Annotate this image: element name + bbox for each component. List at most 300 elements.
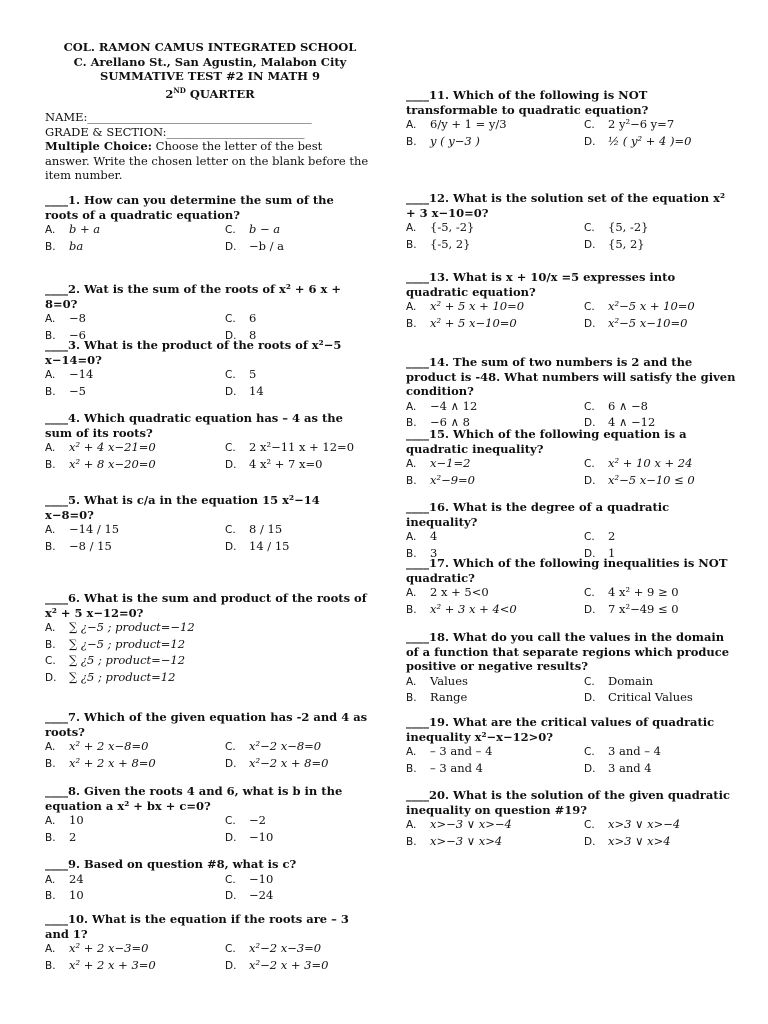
- option-letter: A.: [45, 524, 56, 536]
- option-letter: C.: [225, 369, 236, 381]
- option-c: [225, 522, 370, 539]
- option-c: [225, 440, 370, 457]
- option-letter: A.: [45, 224, 56, 236]
- option-letter: C.: [225, 815, 236, 827]
- option-c: [225, 872, 370, 889]
- option-value: −8: [69, 311, 86, 325]
- option-letter: C.: [225, 741, 236, 753]
- option-value: x>−3 ∨ x>−4: [430, 817, 512, 831]
- option-value: ba: [69, 238, 84, 253]
- option-letter: D.: [225, 458, 237, 471]
- option-b: [406, 237, 584, 254]
- option-letter: C.: [584, 458, 595, 470]
- option-value: 2: [608, 529, 616, 543]
- option-value: 2: [69, 829, 77, 844]
- option-letter: C.: [584, 587, 595, 599]
- option-letter: C.: [225, 524, 236, 536]
- option-letter: B.: [406, 547, 417, 560]
- option-a: [406, 585, 584, 602]
- question-stem: ____5. What is c/a in the equation 15 x²−14 x−8=0?: [45, 493, 320, 522]
- option-d: [584, 834, 734, 851]
- option-letter: A.: [45, 442, 56, 454]
- option-value: x² + 5 x + 10=0: [430, 299, 525, 313]
- option-c: [225, 739, 370, 756]
- option-c: [584, 674, 734, 691]
- option-a: [406, 456, 584, 473]
- option-letter: D.: [584, 474, 596, 487]
- option-value: 1: [608, 545, 616, 560]
- question-13: [406, 270, 736, 332]
- option-letter: A.: [406, 119, 417, 131]
- option-a: [45, 872, 225, 889]
- option-value: x²−2 x + 8=0: [249, 755, 329, 770]
- option-letter: D.: [225, 831, 237, 844]
- option-value: {5, 2}: [608, 236, 645, 251]
- option-value: 10: [69, 888, 84, 902]
- option-value: −14 / 15: [69, 522, 120, 536]
- option-letter: B.: [406, 762, 417, 775]
- option-a: [45, 367, 225, 384]
- option-d: [225, 958, 370, 975]
- question-stem: ____3. What is the product of the roots of x²−5 x−14=0?: [45, 338, 342, 367]
- option-value: −4 ∧ 12: [430, 398, 478, 413]
- option-value: – 3 and – 4: [430, 744, 493, 758]
- question-20: [406, 788, 736, 850]
- option-a: [406, 399, 584, 416]
- option-value: −5: [69, 383, 86, 398]
- answer-options: [406, 220, 736, 253]
- option-letter: C.: [45, 655, 56, 667]
- option-b: [45, 830, 225, 847]
- option-value: 5: [249, 367, 257, 381]
- option-c: [584, 529, 734, 546]
- option-letter: A.: [406, 675, 417, 688]
- option-d: [584, 690, 734, 707]
- option-d: [225, 539, 370, 556]
- option-letter: D.: [584, 762, 596, 775]
- option-a: [45, 941, 225, 958]
- option-d: [45, 670, 370, 687]
- option-value: x² + 5 x−10=0: [430, 315, 517, 330]
- option-value: x>3 ∨ x>4: [608, 833, 671, 848]
- option-letter: A.: [45, 741, 56, 753]
- option-letter: B.: [45, 890, 56, 902]
- name-field: NAME:_______________________________________: [45, 110, 312, 124]
- option-value: 3 and 4: [608, 760, 652, 775]
- option-letter: D.: [225, 385, 237, 398]
- question-11: [406, 88, 736, 150]
- option-c: [225, 941, 370, 958]
- option-c: [584, 220, 734, 237]
- option-letter: A.: [406, 587, 417, 599]
- option-letter: A.: [406, 531, 417, 543]
- option-a: [45, 440, 225, 457]
- question-3: [45, 338, 370, 400]
- question-stem: ____2. Wat is the sum of the roots of x² + 6 x + 8=0?: [45, 282, 342, 311]
- option-c: [584, 456, 734, 473]
- option-letter: D.: [225, 757, 237, 770]
- option-letter: A.: [45, 943, 56, 955]
- question-stem: ____9. Based on question #8, what is c?: [45, 857, 297, 871]
- question-stem: ____8. Given the roots 4 and 6, what is b in the equation a x² + bx + c=0?: [45, 784, 343, 813]
- option-letter: C.: [584, 119, 595, 131]
- option-value: {5, -2}: [608, 220, 649, 234]
- option-value: x² + 8 x−20=0: [69, 456, 156, 471]
- option-value: −24: [249, 888, 274, 902]
- option-c: [225, 813, 370, 830]
- option-value: −6: [69, 327, 86, 342]
- option-letter: C.: [584, 222, 595, 234]
- option-letter: B.: [406, 835, 417, 848]
- option-a: [406, 220, 584, 237]
- question-18: [406, 630, 736, 707]
- question-14: [406, 355, 736, 432]
- option-b: [45, 384, 225, 401]
- option-b: [406, 761, 584, 778]
- option-b: [45, 958, 225, 975]
- option-value: x>−3 ∨ x>4: [430, 833, 503, 848]
- option-value: 6 ∧ −8: [608, 398, 648, 413]
- option-letter: C.: [584, 301, 595, 313]
- option-letter: C.: [584, 819, 595, 831]
- option-b: [406, 834, 584, 851]
- answer-options: [45, 222, 370, 255]
- option-letter: A.: [45, 873, 56, 886]
- option-d: [225, 830, 370, 847]
- option-value: x² + 2 x + 3=0: [69, 957, 156, 972]
- option-value: 2 x²−11 x + 12=0: [249, 440, 355, 454]
- option-d: [584, 761, 734, 778]
- option-letter: A.: [45, 815, 56, 827]
- option-value: b − a: [249, 222, 281, 236]
- option-letter: B.: [406, 692, 417, 704]
- answer-options: [45, 813, 370, 846]
- option-d: [584, 134, 734, 151]
- option-d: [225, 384, 370, 401]
- option-value: ∑ ¿−5 ; product=−12: [69, 620, 195, 634]
- option-value: ∑ ¿−5 ; product=12: [69, 636, 186, 651]
- option-letter: D.: [225, 240, 237, 253]
- grade-section-field: GRADE & SECTION:________________________: [45, 124, 305, 139]
- question-stem: ____15. Which of the following equation is a quadratic inequality?: [406, 427, 687, 456]
- option-value: x²−5 x−10 ≤ 0: [608, 472, 695, 487]
- option-d: [584, 473, 734, 490]
- school-name: COL. RAMON CAMUS INTEGRATED SCHOOL: [63, 40, 357, 54]
- option-letter: C.: [584, 400, 595, 413]
- option-d: [584, 602, 734, 619]
- question-stem: ____20. What is the solution of the given quadratic inequality on question #19?: [406, 788, 730, 817]
- option-d: [225, 756, 370, 773]
- option-value: x−1=2: [430, 456, 471, 470]
- option-letter: B.: [45, 757, 56, 770]
- question-6: [45, 591, 370, 686]
- option-letter: B.: [45, 458, 56, 471]
- option-a: [406, 744, 584, 761]
- option-value: 2 x + 5<0: [430, 585, 489, 599]
- option-value: 14 / 15: [249, 538, 290, 553]
- option-letter: B.: [45, 329, 56, 342]
- option-value: 4: [430, 529, 438, 543]
- question-5: [45, 493, 370, 555]
- option-letter: A.: [45, 369, 56, 381]
- question-stem: ____11. Which of the following is NOT transformable to quadratic equation?: [406, 88, 649, 117]
- question-8: [45, 784, 370, 846]
- option-letter: D.: [584, 835, 596, 848]
- question-stem: ____19. What are the critical values of quadratic inequality x²−x−12>0?: [406, 715, 715, 744]
- option-c: [584, 399, 734, 416]
- option-c: [584, 117, 734, 134]
- option-letter: C.: [225, 313, 236, 325]
- instructions: Multiple Choice: Choose the letter of the best answer. Write the chosen letter on the blank before the item number.: [45, 139, 369, 182]
- option-value: x²−9=0: [430, 472, 476, 487]
- option-letter: B.: [406, 317, 417, 330]
- option-value: Values: [430, 673, 468, 688]
- question-stem: ____16. What is the degree of a quadratic inequality?: [406, 500, 670, 529]
- option-c: [584, 744, 734, 761]
- option-letter: B.: [45, 831, 56, 844]
- question-17: [406, 556, 736, 618]
- option-value: 14: [249, 383, 264, 398]
- question-4: [45, 411, 370, 473]
- option-value: x²−5 x−10=0: [608, 315, 688, 330]
- option-letter: B.: [45, 638, 56, 651]
- option-value: b + a: [69, 222, 101, 236]
- option-letter: D.: [225, 329, 237, 342]
- option-b: [406, 690, 584, 707]
- document-header: [45, 40, 375, 101]
- option-letter: C.: [584, 531, 595, 543]
- option-c: [584, 817, 734, 834]
- option-a: [406, 817, 584, 834]
- option-letter: A.: [406, 819, 417, 831]
- option-value: x²−2 x−3=0: [249, 941, 322, 955]
- answer-options: [406, 456, 736, 489]
- question-stem: ____18. What do you call the values in the domain of a function that separate regions which produce positive or negative results?: [406, 630, 730, 673]
- option-letter: D.: [584, 603, 596, 616]
- option-b: [45, 888, 225, 905]
- answer-options: [406, 585, 736, 618]
- question-stem: ____14. The sum of two numbers is 2 and the product is -48. What numbers will satisfy the given condition?: [406, 355, 736, 398]
- option-value: ∑ ¿5 ; product=12: [69, 669, 176, 684]
- answer-options: [406, 117, 736, 150]
- option-value: −10: [249, 871, 274, 886]
- question-12: [406, 191, 736, 253]
- question-9: [45, 857, 370, 905]
- option-a: [406, 529, 584, 546]
- option-a: [406, 674, 584, 691]
- option-value: x² + 3 x + 4<0: [430, 601, 517, 616]
- option-value: 6: [249, 311, 257, 325]
- option-b: [406, 473, 584, 490]
- option-value: 6/y + 1 = y/3: [430, 117, 507, 131]
- test-title: SUMMATIVE TEST #2 IN MATH 9: [100, 69, 320, 83]
- option-letter: B.: [45, 240, 56, 253]
- option-value: 2 y²−6 y=7: [608, 117, 675, 131]
- option-letter: D.: [584, 317, 596, 330]
- option-value: −b / a: [249, 238, 285, 253]
- option-letter: C.: [225, 442, 236, 454]
- option-value: y ( y−3 ): [430, 133, 480, 148]
- option-letter: D.: [225, 540, 237, 553]
- option-letter: A.: [406, 222, 417, 234]
- question-7: [45, 710, 370, 772]
- question-stem: ____7. Which of the given equation has -2 and 4 as roots?: [45, 710, 368, 739]
- option-letter: D.: [584, 547, 596, 560]
- option-letter: A.: [406, 458, 417, 470]
- option-value: {-5, -2}: [430, 220, 475, 234]
- option-letter: D.: [225, 959, 237, 972]
- option-value: x² + 2 x−8=0: [69, 739, 149, 753]
- answer-options: [45, 620, 370, 686]
- option-a: [45, 813, 225, 830]
- option-c: [225, 367, 370, 384]
- option-value: 4 x² + 9 ≥ 0: [608, 585, 679, 599]
- option-value: 8 / 15: [249, 522, 283, 536]
- option-a: [45, 311, 225, 328]
- option-b: [406, 316, 584, 333]
- option-d: [225, 457, 370, 474]
- question-stem: ____13. What is x + 10/x =5 expresses into quadratic equation?: [406, 270, 676, 299]
- answer-options: [45, 941, 370, 974]
- option-letter: B.: [45, 385, 56, 398]
- option-a: [406, 117, 584, 134]
- option-value: x²−5 x + 10=0: [608, 299, 695, 313]
- option-letter: C.: [584, 746, 595, 758]
- option-value: 4 ∧ −12: [608, 415, 656, 429]
- option-value: x² + 4 x−21=0: [69, 440, 156, 454]
- option-value: Critical Values: [608, 690, 693, 704]
- option-value: Range: [430, 690, 468, 704]
- option-letter: A.: [406, 400, 417, 413]
- option-c: [225, 222, 370, 239]
- question-stem: ____6. What is the sum and product of the roots of x² + 5 x−12=0?: [45, 591, 367, 620]
- question-1: [45, 193, 370, 255]
- question-19: [406, 715, 736, 777]
- option-letter: B.: [45, 959, 56, 972]
- answer-options: [45, 872, 370, 905]
- option-value: x²−2 x−8=0: [249, 739, 322, 753]
- answer-options: [45, 440, 370, 473]
- option-letter: B.: [406, 417, 417, 429]
- option-b: [45, 239, 225, 256]
- option-letter: D.: [584, 692, 596, 704]
- option-value: 24: [69, 871, 84, 886]
- option-letter: C.: [225, 873, 236, 886]
- option-letter: A.: [406, 301, 417, 313]
- answer-options: [45, 522, 370, 555]
- option-value: x>3 ∨ x>−4: [608, 817, 681, 831]
- question-stem: ____1. How can you determine the sum of the roots of a quadratic equation?: [45, 193, 334, 222]
- option-value: −14: [69, 367, 94, 381]
- option-c: [584, 299, 734, 316]
- option-value: ½ ( y² + 4 )=0: [608, 133, 692, 148]
- option-letter: A.: [406, 746, 417, 758]
- option-b: [45, 539, 225, 556]
- option-value: x²−2 x + 3=0: [249, 957, 329, 972]
- option-d: [584, 316, 734, 333]
- option-value: −2: [249, 813, 266, 827]
- option-c: [225, 311, 370, 328]
- option-value: ∑ ¿5 ; product=−12: [69, 653, 186, 667]
- option-letter: B.: [406, 474, 417, 487]
- option-value: −10: [249, 829, 274, 844]
- option-value: Domain: [608, 673, 653, 688]
- question-15: [406, 427, 736, 489]
- option-value: x² + 10 x + 24: [608, 456, 693, 470]
- option-letter: C.: [225, 943, 236, 955]
- question-2: [45, 282, 370, 344]
- option-b: [45, 637, 370, 654]
- option-letter: B.: [406, 603, 417, 616]
- option-value: −8 / 15: [69, 538, 112, 553]
- option-b: [45, 457, 225, 474]
- option-value: 8: [249, 327, 257, 342]
- option-value: −6 ∧ 8: [430, 415, 470, 429]
- option-letter: C.: [225, 224, 236, 236]
- answer-options: [45, 367, 370, 400]
- answer-options: [45, 739, 370, 772]
- question-stem: ____10. What is the equation if the roots are – 3 and 1?: [45, 912, 349, 941]
- option-d: [225, 888, 370, 905]
- option-letter: B.: [406, 238, 417, 251]
- quarter-title: 2ND QUARTER: [165, 85, 255, 101]
- option-c: [45, 653, 370, 670]
- option-a: [45, 222, 225, 239]
- option-d: [584, 237, 734, 254]
- answer-options: [406, 817, 736, 850]
- question-16: [406, 500, 736, 562]
- option-value: 4 x² + 7 x=0: [249, 456, 323, 471]
- option-a: [45, 522, 225, 539]
- option-value: x² + 2 x−3=0: [69, 941, 149, 955]
- school-address: C. Arellano St., San Agustin, Malabon City: [73, 54, 347, 69]
- option-b: [406, 602, 584, 619]
- option-value: 7 x²−49 ≤ 0: [608, 601, 679, 616]
- option-value: – 3 and 4: [430, 760, 483, 775]
- option-b: [45, 756, 225, 773]
- option-letter: C.: [584, 675, 595, 688]
- option-value: 10: [69, 813, 84, 827]
- option-value: x² + 2 x + 8=0: [69, 755, 156, 770]
- option-value: {-5, 2}: [430, 236, 471, 251]
- answer-options: [406, 744, 736, 777]
- option-letter: A.: [45, 622, 56, 634]
- option-a: [45, 739, 225, 756]
- question-stem: ____17. Which of the following inequalities is NOT quadratic?: [406, 556, 728, 585]
- option-letter: B.: [45, 540, 56, 553]
- option-letter: D.: [584, 238, 596, 251]
- option-letter: D.: [225, 890, 237, 902]
- question-10: [45, 912, 370, 974]
- option-d: [225, 239, 370, 256]
- option-value: 3: [430, 545, 438, 560]
- option-c: [584, 585, 734, 602]
- option-letter: D.: [584, 135, 596, 148]
- option-a: [45, 620, 370, 637]
- question-stem: ____12. What is the solution set of the equation x² + 3 x−10=0?: [406, 191, 725, 220]
- option-letter: B.: [406, 135, 417, 148]
- answer-options: [406, 674, 736, 707]
- answer-options: [406, 299, 736, 332]
- option-letter: A.: [45, 313, 56, 325]
- option-letter: D.: [45, 671, 57, 684]
- question-stem: ____4. Which quadratic equation has – 4 as the sum of its roots?: [45, 411, 343, 440]
- student-info: [45, 110, 370, 183]
- option-value: 3 and – 4: [608, 744, 661, 758]
- option-b: [406, 134, 584, 151]
- option-letter: D.: [584, 417, 596, 429]
- option-a: [406, 299, 584, 316]
